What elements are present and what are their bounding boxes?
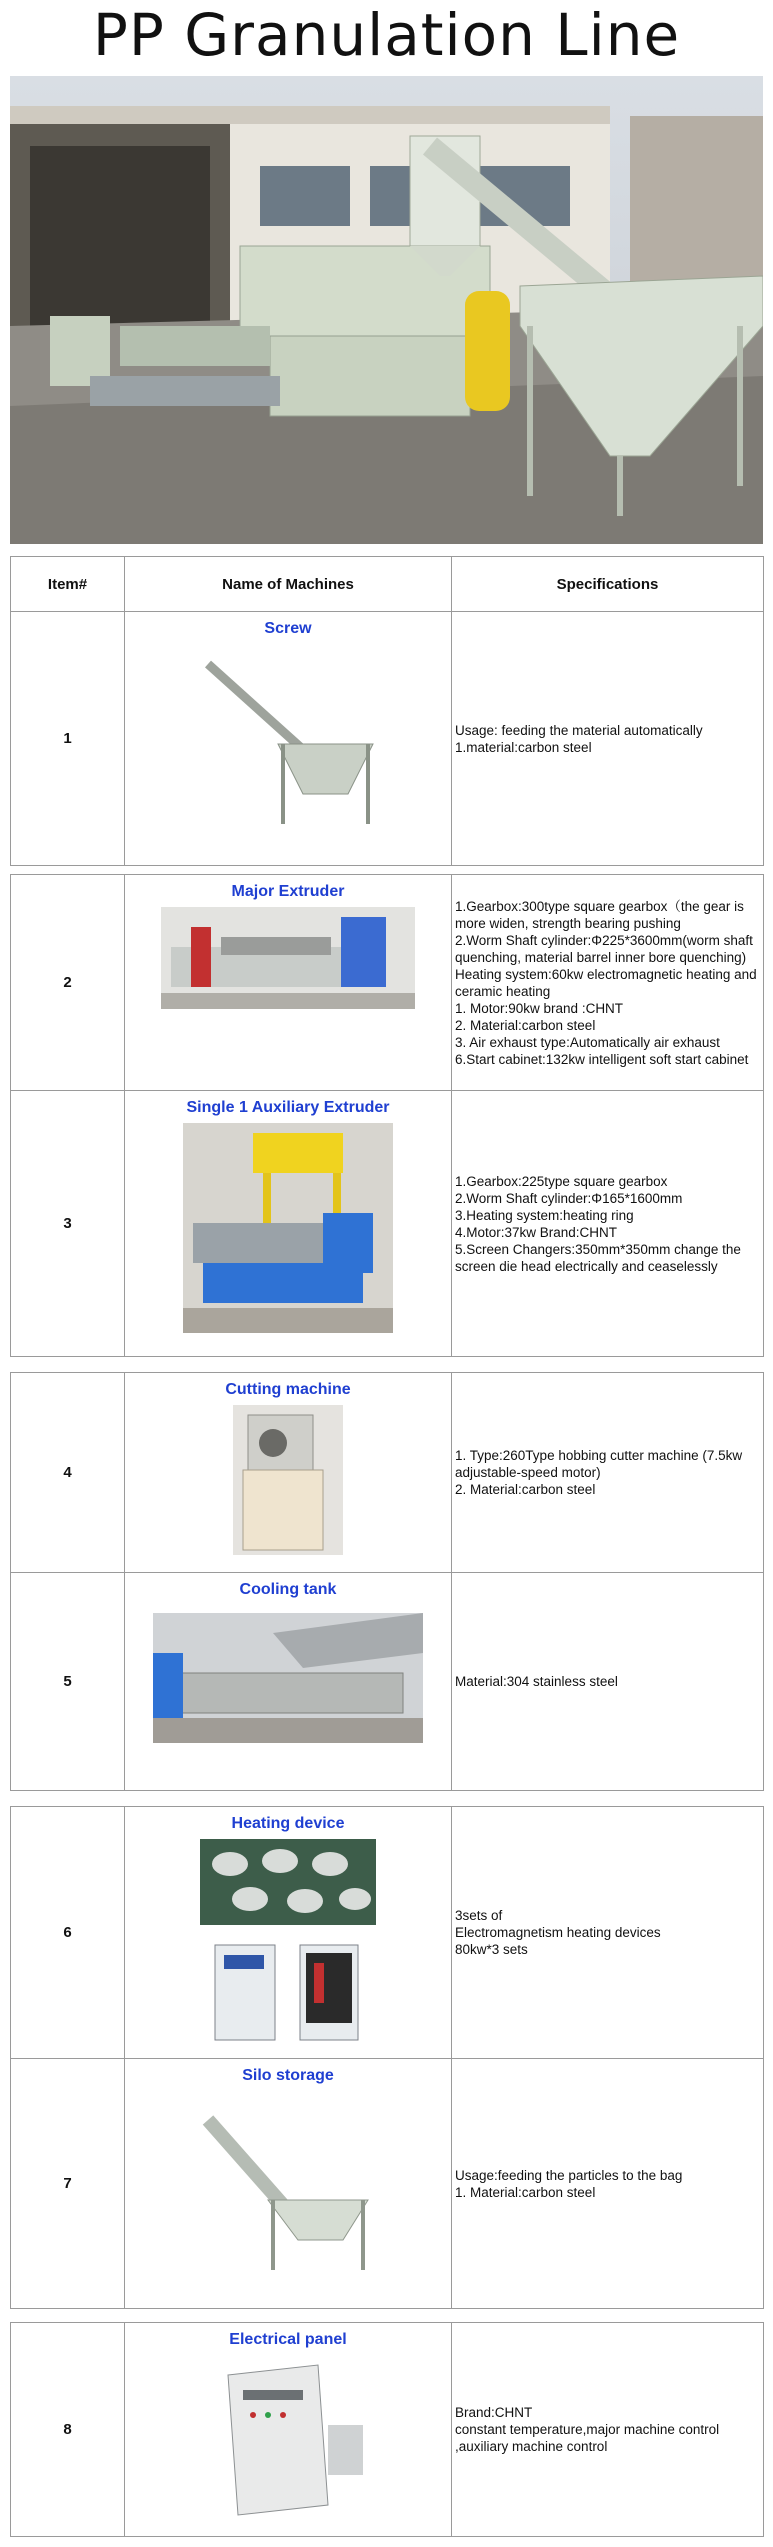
spec-line: Brand:CHNT [455, 2405, 533, 2420]
spec-line: 1. Material:carbon steel [455, 2184, 596, 2200]
item-number: 3 [11, 1091, 125, 1357]
machine-cell [125, 1091, 452, 1357]
machines-table-block-1 [10, 556, 764, 866]
item-number: 4 [11, 1373, 125, 1573]
cutting-machine-picture [233, 1405, 343, 1555]
table-row [11, 612, 764, 866]
spec-line: 1.Gearbox:300type square gearbox（the gear is more widen, strength bearing pushing [455, 898, 744, 931]
spec-line: Electromagnetism heating devices [455, 1925, 661, 1940]
spec-line: 1. Motor:90kw brand :CHNT [455, 1000, 624, 1016]
spec-line: constant temperature,major machine control ,auxiliary machine control [455, 2422, 720, 2454]
spec-line: 4.Motor:37kw Brand:CHNT [455, 1224, 618, 1240]
spec-line: 2. Material:carbon steel [455, 1017, 596, 1033]
table-header-row [11, 557, 764, 612]
machine-name: Cooling tank [239, 1581, 337, 1598]
machine-cell [125, 875, 452, 1091]
spec-line: 1.material:carbon steel [455, 739, 592, 755]
spec-line: 3. Air exhaust type:Automatically air exhaust [455, 1034, 720, 1050]
machine-cell [125, 1573, 452, 1791]
machines-table-block-3 [10, 1372, 764, 1791]
item-number: 2 [11, 875, 125, 1091]
table-row [11, 875, 764, 1091]
spec-line: Usage:feeding the particles to the bag [455, 2167, 683, 2183]
machine-name: Single 1 Auxiliary Extruder [186, 1099, 390, 1116]
header-item: Item# [11, 557, 125, 612]
item-number: 8 [11, 2323, 125, 2537]
machines-table-block-4 [10, 1806, 764, 2309]
spec-line: Usage: feeding the material automatically [455, 722, 703, 738]
spec-line: Material:304 stainless steel [455, 1674, 618, 1689]
item-number: 1 [11, 612, 125, 866]
table-row [11, 2059, 764, 2309]
silo-storage-picture [198, 2105, 378, 2275]
machines-table-block-5 [10, 2322, 764, 2537]
screw-conveyor-picture [188, 644, 388, 834]
spec-line: 2.Worm Shaft cylinder:Φ165*1600mm [455, 1190, 683, 1206]
major-extruder-picture [161, 907, 415, 1009]
machines-table-block-2 [10, 874, 764, 1357]
page-title: PP Granulation Line [92, 1, 681, 69]
table-row [11, 1091, 764, 1357]
spec-line: 6.Start cabinet:132kw intelligent soft start cabinet [455, 1051, 749, 1067]
item-number: 5 [11, 1573, 125, 1791]
table-row [11, 1373, 764, 1573]
machine-name: Silo storage [242, 2067, 334, 2084]
specifications-cell [452, 1373, 764, 1573]
header-specifications: Specifications [452, 557, 764, 612]
spec-line: Heating system:60kw electromagnetic heating and ceramic heating [455, 966, 757, 999]
machine-name: Cutting machine [225, 1381, 351, 1398]
specifications-cell [452, 2059, 764, 2309]
spec-line: 3sets of [455, 1908, 503, 1923]
table-row [11, 1807, 764, 2059]
item-number: 6 [11, 1807, 125, 2059]
cooling-tank-picture [153, 1613, 423, 1743]
spec-line: 80kw*3 sets [455, 1942, 528, 1957]
spec-line: 1.Gearbox:225type square gearbox [455, 1173, 668, 1189]
spec-line: 3.Heating system:heating ring [455, 1207, 634, 1223]
heating-cabinets-picture [200, 1933, 376, 2043]
specifications-cell [452, 2323, 764, 2537]
specifications-cell [452, 1573, 764, 1791]
spec-line: 2. Material:carbon steel [455, 1482, 596, 1497]
specifications-cell [452, 612, 764, 866]
machine-cell [125, 2059, 452, 2309]
spec-line: 2.Worm Shaft cylinder:Φ225*3600mm(worm shaft quenching, material barrel inner bore quenching) [455, 932, 753, 965]
machine-name: Heating device [231, 1815, 345, 1832]
machine-cell [125, 2323, 452, 2537]
specifications-cell [452, 1807, 764, 2059]
production-line-photo [10, 76, 763, 544]
spec-line: 5.Screen Changers:350mm*350mm change the screen die head electrically and ceaselessly [455, 1241, 741, 1274]
table-row [11, 2323, 764, 2537]
heating-rings-picture [200, 1839, 376, 1925]
machine-cell [125, 1373, 452, 1573]
machine-cell [125, 1807, 452, 2059]
specifications-cell [452, 1091, 764, 1357]
electrical-panel-picture [208, 2355, 368, 2525]
item-number: 7 [11, 2059, 125, 2309]
spec-line: 1. Type:260Type hobbing cutter machine (7.5kw adjustable-speed motor) [455, 1448, 743, 1480]
machine-name: Screw [264, 620, 312, 637]
auxiliary-extruder-picture [183, 1123, 393, 1333]
production-line-illustration [10, 76, 763, 544]
machine-name: Electrical panel [229, 2331, 347, 2348]
machine-cell [125, 612, 452, 866]
header-machine-name: Name of Machines [125, 557, 452, 612]
machine-name: Major Extruder [231, 883, 345, 900]
specifications-cell [452, 875, 764, 1091]
table-row [11, 1573, 764, 1791]
